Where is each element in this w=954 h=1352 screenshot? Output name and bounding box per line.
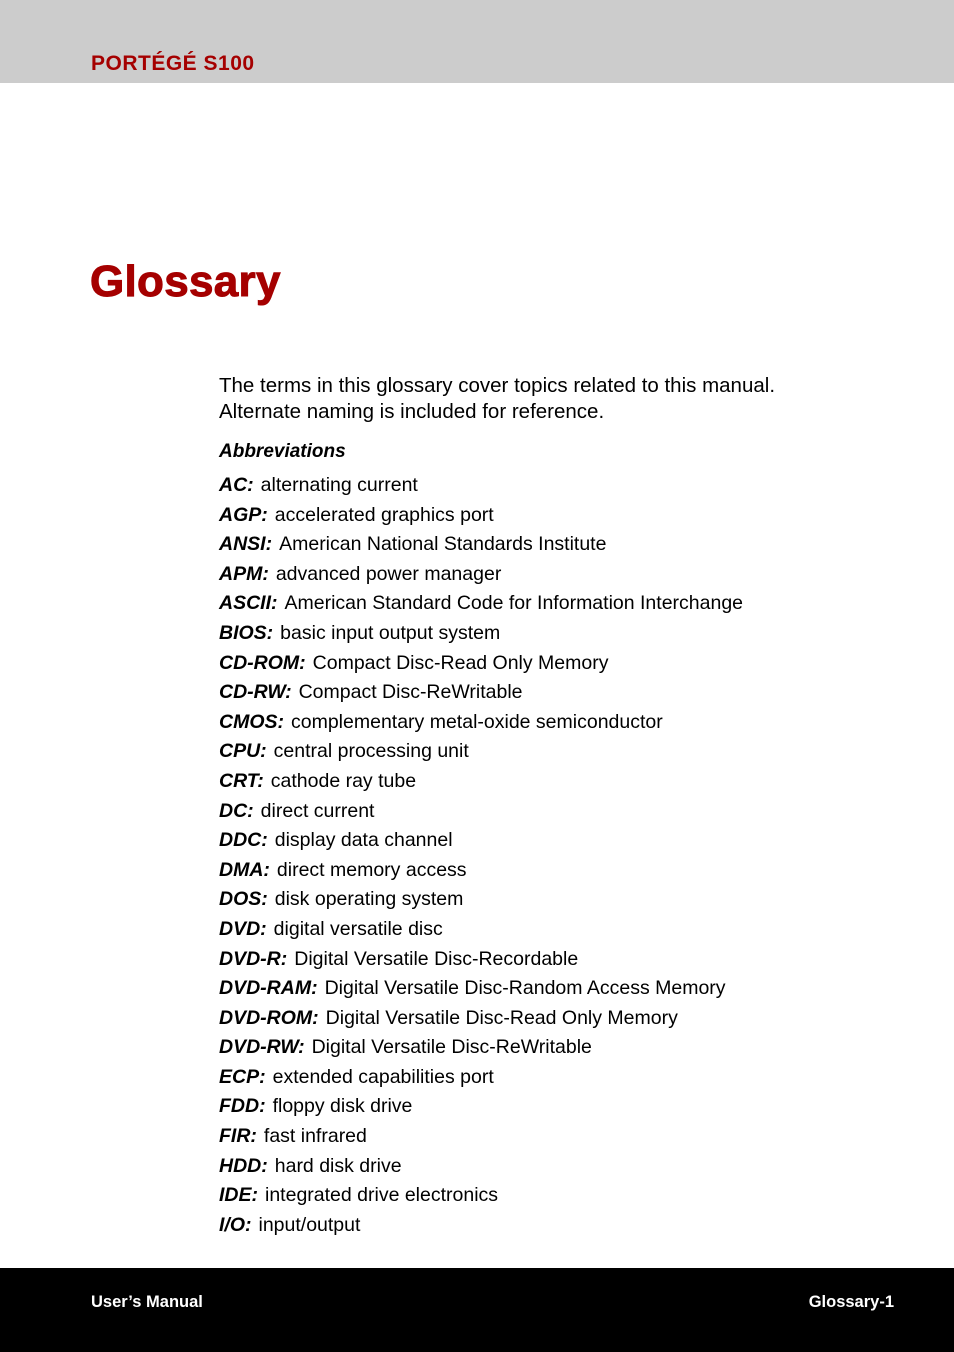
- page-title: Glossary: [90, 257, 281, 306]
- list-item: [219, 1092, 919, 1122]
- abbreviation-definition: complementary metal-oxide semiconductor: [291, 710, 663, 733]
- list-item: [219, 737, 919, 767]
- abbreviation-definition: digital versatile disc: [273, 917, 443, 940]
- abbreviation-term: ANSI:: [219, 533, 273, 556]
- list-item: [219, 501, 919, 531]
- abbreviation-term: AGP:: [219, 503, 268, 526]
- list-item: [219, 826, 919, 856]
- abbreviation-definition: Digital Versatile Disc-Random Access Memory: [324, 977, 726, 1000]
- list-item: [219, 767, 919, 797]
- abbreviation-term: APM:: [219, 562, 269, 585]
- intro-paragraph: [219, 373, 899, 425]
- abbreviation-term: HDD:: [219, 1154, 268, 1177]
- list-item: [219, 1122, 919, 1152]
- intro-line-1: The terms in this glossary cover topics related to this manual.: [219, 374, 776, 397]
- product-title: PORTÉGÉ S100: [91, 52, 255, 75]
- abbreviation-term: DVD-RAM:: [219, 977, 318, 1000]
- abbreviation-definition: basic input output system: [280, 621, 501, 644]
- list-item: [219, 1004, 919, 1034]
- abbreviation-definition: advanced power manager: [275, 562, 502, 585]
- section-heading: Abbreviations: [219, 441, 346, 462]
- abbreviation-definition: disk operating system: [274, 888, 464, 911]
- list-item: [219, 1063, 919, 1093]
- list-item: [219, 856, 919, 886]
- abbreviation-term: AC:: [219, 474, 254, 496]
- list-item: [219, 974, 919, 1004]
- list-item: [219, 797, 919, 827]
- abbreviation-definition: American National Standards Institute: [279, 533, 607, 556]
- list-item: [219, 708, 919, 738]
- abbreviation-term: DVD-R:: [219, 947, 288, 970]
- abbreviation-definition: central processing unit: [273, 740, 469, 763]
- list-item: [219, 678, 919, 708]
- abbreviation-term: ASCII:: [219, 592, 278, 615]
- abbreviation-definition: integrated drive electronics: [265, 1184, 499, 1207]
- abbreviation-definition: Digital Versatile Disc-ReWritable: [311, 1036, 592, 1059]
- abbreviation-term: DC:: [219, 799, 254, 822]
- abbreviation-term: CRT:: [219, 769, 264, 792]
- list-item: [219, 915, 919, 945]
- abbreviation-term: DDC:: [219, 829, 268, 852]
- abbreviation-definition: cathode ray tube: [270, 769, 417, 792]
- abbreviation-term: FIR:: [219, 1125, 257, 1148]
- abbreviation-definition: direct current: [260, 799, 375, 822]
- abbreviation-term: CPU:: [219, 740, 267, 763]
- list-item: [219, 471, 919, 501]
- list-item: [219, 1033, 919, 1063]
- abbreviation-definition: accelerated graphics port: [274, 503, 494, 526]
- abbreviation-definition: Compact Disc-ReWritable: [298, 681, 523, 704]
- abbreviation-definition: fast infrared: [263, 1125, 367, 1148]
- abbreviation-term: ECP:: [219, 1065, 266, 1088]
- abbreviation-term: I/O:: [219, 1213, 252, 1236]
- list-item: [219, 649, 919, 679]
- list-item: [219, 530, 919, 560]
- abbreviation-definition: Digital Versatile Disc-Read Only Memory: [325, 1006, 678, 1029]
- list-item: [219, 1181, 919, 1211]
- list-item: [219, 560, 919, 590]
- abbreviation-definition: hard disk drive: [274, 1154, 402, 1177]
- abbreviation-definition: direct memory access: [276, 858, 467, 881]
- abbreviation-term: DVD-RW:: [219, 1036, 305, 1059]
- abbreviation-term: IDE:: [219, 1184, 258, 1207]
- list-item: [219, 1211, 919, 1241]
- abbreviation-definition: American Standard Code for Information Interchange: [284, 592, 744, 615]
- abbreviation-term: DVD-ROM:: [219, 1006, 319, 1029]
- list-item: [219, 619, 919, 649]
- abbreviation-term: DOS:: [219, 888, 268, 911]
- abbreviation-definition: alternating current: [260, 474, 418, 496]
- abbreviation-term: FDD:: [219, 1095, 266, 1118]
- abbreviation-term: CMOS:: [219, 710, 284, 733]
- abbreviation-list: [219, 471, 919, 1240]
- list-item: [219, 885, 919, 915]
- abbreviation-term: DMA:: [219, 858, 270, 881]
- abbreviation-definition: floppy disk drive: [272, 1095, 413, 1118]
- abbreviation-term: CD-RW:: [219, 681, 292, 704]
- abbreviation-definition: display data channel: [274, 829, 453, 852]
- footer-page-number: Glossary-1: [808, 1293, 894, 1311]
- list-item: [219, 589, 919, 619]
- abbreviation-term: DVD:: [219, 917, 267, 940]
- abbreviation-definition: Digital Versatile Disc-Recordable: [294, 947, 579, 970]
- intro-line-2: Alternate naming is included for reference.: [219, 400, 605, 423]
- abbreviation-definition: extended capabilities port: [272, 1065, 494, 1088]
- abbreviation-term: BIOS:: [219, 621, 274, 644]
- list-item: [219, 945, 919, 975]
- footer-manual-label: User’s Manual: [91, 1293, 203, 1311]
- abbreviation-term: CD-ROM:: [219, 651, 306, 674]
- list-item: [219, 1152, 919, 1182]
- abbreviation-definition: input/output: [258, 1213, 361, 1236]
- abbreviation-definition: Compact Disc-Read Only Memory: [312, 651, 609, 674]
